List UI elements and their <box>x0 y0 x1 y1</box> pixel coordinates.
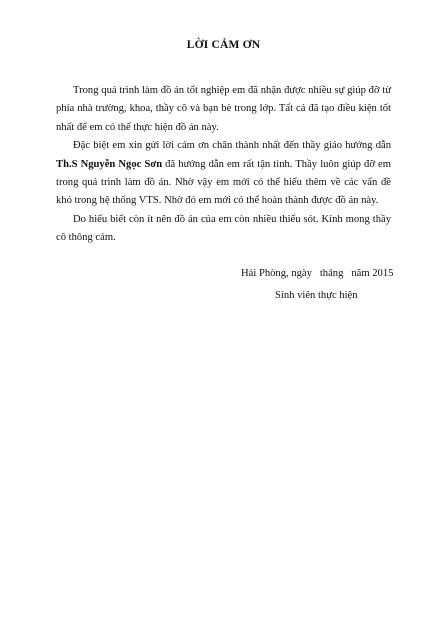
paragraph-2 <box>56 137 391 211</box>
signature-role: Sinh viên thực hiện <box>275 290 358 301</box>
paragraph-2-lead: Đặc biệt em xin gửi lời cảm ơn chân thành nhất đến thầy giáo hướng dẫn <box>73 140 391 152</box>
signature-place-date: Hải Phòng, ngày tháng năm 2015 <box>241 268 394 279</box>
body-text <box>56 82 391 248</box>
paragraph-2-rest: đã hướng dẫn em rất tận tình. Thầy luôn giúp đỡ em trong quá trình làm đồ án. Nhờ vậy em mới có thể hiểu thêm về các vấn đề khó trong hệ thống VTS. Nhờ đó em mới có thể hoàn thành được đồ án này. <box>56 158 391 207</box>
page-title: LỜI CẢM ƠN <box>186 39 261 51</box>
paragraph-3: Do hiểu biết còn ít nên đồ án của em còn nhiều thiếu sót. Kính mong thầy cô thông cảm. <box>56 213 391 244</box>
advisor-name: Th.S Nguyễn Ngọc Sơn <box>56 158 163 170</box>
paragraph-1: Trong quá trình làm đồ án tốt nghiệp em đã nhận được nhiều sự giúp đỡ từ phía nhà trường, khoa, thầy cô và bạn bè trong lớp. Tất cả đã tạo điều kiện tốt nhất để em có thể thực hiện đồ án này. <box>56 85 391 133</box>
